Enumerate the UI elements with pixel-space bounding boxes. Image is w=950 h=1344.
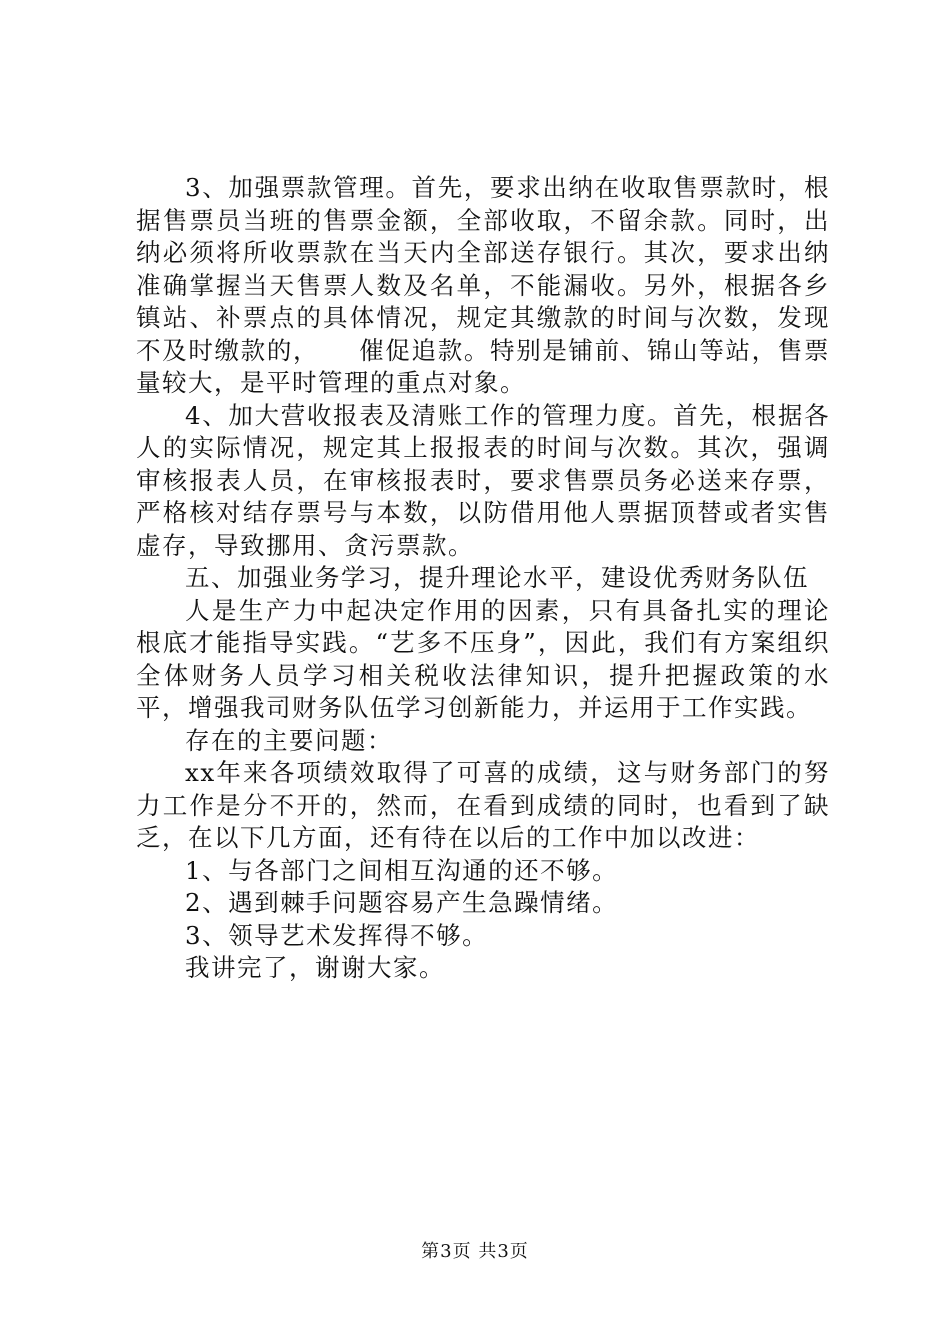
heading-main-problems: 存在的主要问题： (185, 725, 393, 755)
list-item-problem-3: 3、领导艺术发挥得不够。 (185, 920, 489, 950)
page-footer: 第3页 共3页 (421, 1241, 529, 1262)
paragraph-revenue-reports: 4、加大营收报表及清账工作的管理力度。首先，根据各人的实际情况，规定其上报报表的时间与次数。其次，强调审核报表人员，在审核报表时，要求售票员务必送来存票，严格核对结存票号与本数，以防借用他人票据顶替或者实售虚存，导致挪用、贪污票款。 (136, 400, 830, 560)
list-item-problem-2: 2、遇到棘手问题容易产生急躁情绪。 (185, 888, 619, 917)
document-body (136, 172, 830, 985)
list-item-problem-1: 1、与各部门之间相互沟通的还不够。 (185, 855, 619, 885)
section-heading-five: 五、加强业务学习，提升理论水平，建设优秀财务队伍 (185, 563, 809, 592)
paragraph-ticket-management: 3、加强票款管理。首先，要求出纳在收取售票款时，根据售票员当班的售票金额，全部收取，不留余款。同时，出纳必须将所收票款在当天内全部送存银行。其次，要求出纳准确掌握当天售票人数及名单，不能漏收。另外，根据各乡镇站、补票点的具体情况，规定其缴款的时间与次数，发现不及时缴款的， 催促追款。特别是铺前、锦山等站，售票量较大，是平时管理的重点对象。 (136, 173, 830, 397)
closing-remark: 我讲完了，谢谢大家。 (185, 953, 445, 982)
paragraph-achievements: xx年来各项绩效取得了可喜的成绩，这与财务部门的努力工作是分不开的，然而，在看到成绩的同时，也看到了缺乏，在以下几方面，还有待在以后的工作中加以改进： (136, 758, 830, 852)
paragraph-team-learning: 人是生产力中起决定作用的因素，只有具备扎实的理论根底才能指导实践。“艺多不压身”，因此，我们有方案组织全体财务人员学习相关税收法律知识，提升把握政策的水平，增强我司财务队伍学习创新能力，并运用于工作实践。 (136, 595, 830, 722)
